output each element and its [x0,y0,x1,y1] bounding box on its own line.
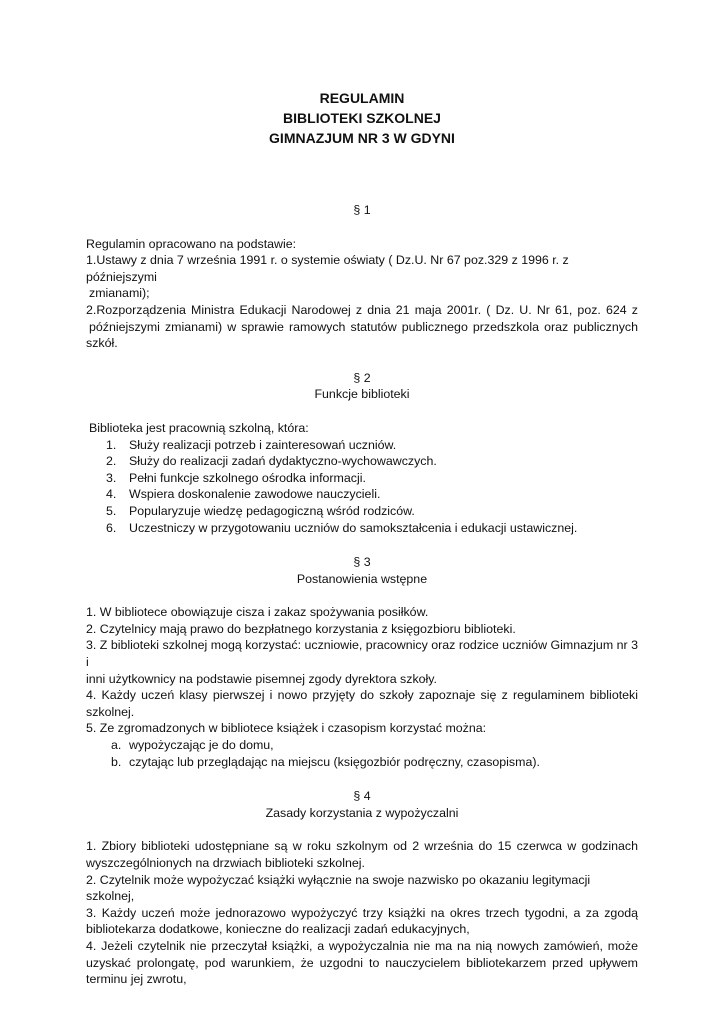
list-item [86,737,638,754]
section-4-point-4-line-3: terminu jej zwrotu, [86,972,187,987]
section-1-heading: § 1 [353,203,371,217]
list-item-text: Popularyzuje wiedzę pedagogiczną wśród rodziców. [129,503,415,518]
section-3-point-3-line-1: 3. Z biblioteki szkolnej mogą korzystać: uczniowie, pracownicy oraz rodzice uczniów Gimnazjum nr 3 i [86,638,638,670]
section-2-heading: § 2 [353,370,371,385]
section-1-point-1-line-2: zmianami); [89,286,150,301]
list-item [86,520,638,537]
section-4-heading: § 4 [353,789,371,804]
list-item-text: Uczestniczy w przygotowaniu uczniów do samokształcenia i edukacji ustawicznej. [129,520,578,535]
list-marker: 5. [106,503,117,518]
document-page [86,88,638,988]
list-marker: a. [111,738,122,753]
section-4-point-2: 2. Czytelnik może wypożyczać książki wyłącznie na swoje nazwisko po okazaniu legitymacji szkolnej, [86,872,591,904]
list-marker: 1. [106,437,117,452]
section-1-intro: Regulamin opracowano na podstawie: [86,236,297,251]
section-4-subtitle: Zasady korzystania z wypożyczalni [265,805,459,820]
list-marker: 3. [106,470,117,485]
list-marker: b. [111,754,122,769]
section-3-point-4-line-2: szkolnej. [86,704,135,719]
list-marker: 4. [106,487,117,502]
section-2-list [86,437,638,537]
section-3 [86,554,638,770]
section-4 [86,788,638,988]
section-4-point-4-line-1: 4. Jeżeli czytelnik nie przeczytał książki, a wypożyczalnia nie ma na nią nowych zamówień, może [86,938,638,953]
list-item [86,470,638,487]
document-title [86,88,638,148]
section-1-point-1-line-1: 1.Ustawy z dnia 7 września 1991 r. o systemie oświaty ( Dz.U. Nr 67 poz.329 z 1996 r. z późniejszymi [86,253,569,284]
section-3-subtitle: Postanowienia wstępne [296,571,428,586]
section-1-point-2-line-3: szkół. [86,336,118,351]
title-line-2: BIBLIOTEKI SZKOLNEJ [283,110,441,126]
section-3-point-1: 1. W bibliotece obowiązuje cisza i zakaz spożywania posiłków. [86,605,429,620]
section-3-point-5: 5. Ze zgromadzonych w bibliotece książek i czasopism korzystać można: [86,721,487,736]
section-4-point-1-line-2: wyszczególnionych na drzwiach biblioteki szkolnej. [86,856,365,870]
section-2 [86,370,638,536]
list-item [86,503,638,520]
section-3-point-2: 2. Czytelnicy mają prawo do bezpłatnego korzystania z księgozbioru biblioteki. [86,621,516,636]
list-item-text: Służy realizacji potrzeb i zainteresowań uczniów. [129,437,397,452]
section-3-point-4-line-1: 4. Każdy uczeń klasy pierwszej i nowo przyjęty do szkoły zapoznaje się z regulaminem biblioteki [86,688,638,703]
section-4-point-1-line-1: 1. Zbiory biblioteki udostępniane są w roku szkolnym od 2 września do 15 czerwca w godzinach [86,839,638,854]
list-item [86,437,638,454]
section-3-list [86,737,638,770]
section-3-point-3-line-2: inni użytkownicy na podstawie pisemnej zgody dyrektora szkoły. [86,671,438,686]
section-4-point-3-line-1: 3. Każdy uczeń może jednorazowo wypożyczyć trzy książki na okres trzech tygodni, a za zgodą [86,905,638,920]
title-line-3: GIMNAZJUM NR 3 W GDYNI [269,130,455,146]
list-item-text: Pełni funkcje szkolnego ośrodka informacji. [129,470,366,485]
section-4-point-4-line-2: uzyskać prolongatę, pod warunkiem, że uzgodni to nauczycielem bibliotekarzem przed upływem [86,955,638,970]
list-item [86,453,638,470]
list-marker: 2. [106,454,117,469]
list-item [86,486,638,503]
section-3-heading: § 3 [353,555,371,570]
list-item [86,754,638,771]
list-item-text: Wspiera doskonalenie zawodowe nauczycieli. [129,487,381,502]
section-1-point-2-line-1: 2.Rozporządzenia Ministra Edukacji Narodowej z dnia 21 maja 2001r. ( Dz. U. Nr 61, poz. 624 z [86,302,638,317]
section-1-point-2-line-2: późniejszymi zmianami) w sprawie ramowych statutów publicznego przedszkola oraz publicznych [89,319,638,334]
list-marker: 6. [106,520,117,535]
section-2-intro: Biblioteka jest pracownią szkolną, która: [89,420,309,435]
section-1 [86,202,638,352]
list-item-text: Służy do realizacji zadań dydaktyczno-wychowawczych. [129,454,437,469]
section-4-point-3-line-2: bibliotekarza dodatkowe, konieczne do realizacji zadań edukacyjnych, [86,922,470,937]
title-line-1: REGULAMIN [319,90,405,106]
section-2-subtitle: Funkcje biblioteki [314,387,410,402]
list-item-text: wypożyczając je do domu, [129,738,274,753]
list-item-text: czytając lub przeglądając na miejscu (księgozbiór podręczny, czasopisma). [129,754,540,769]
